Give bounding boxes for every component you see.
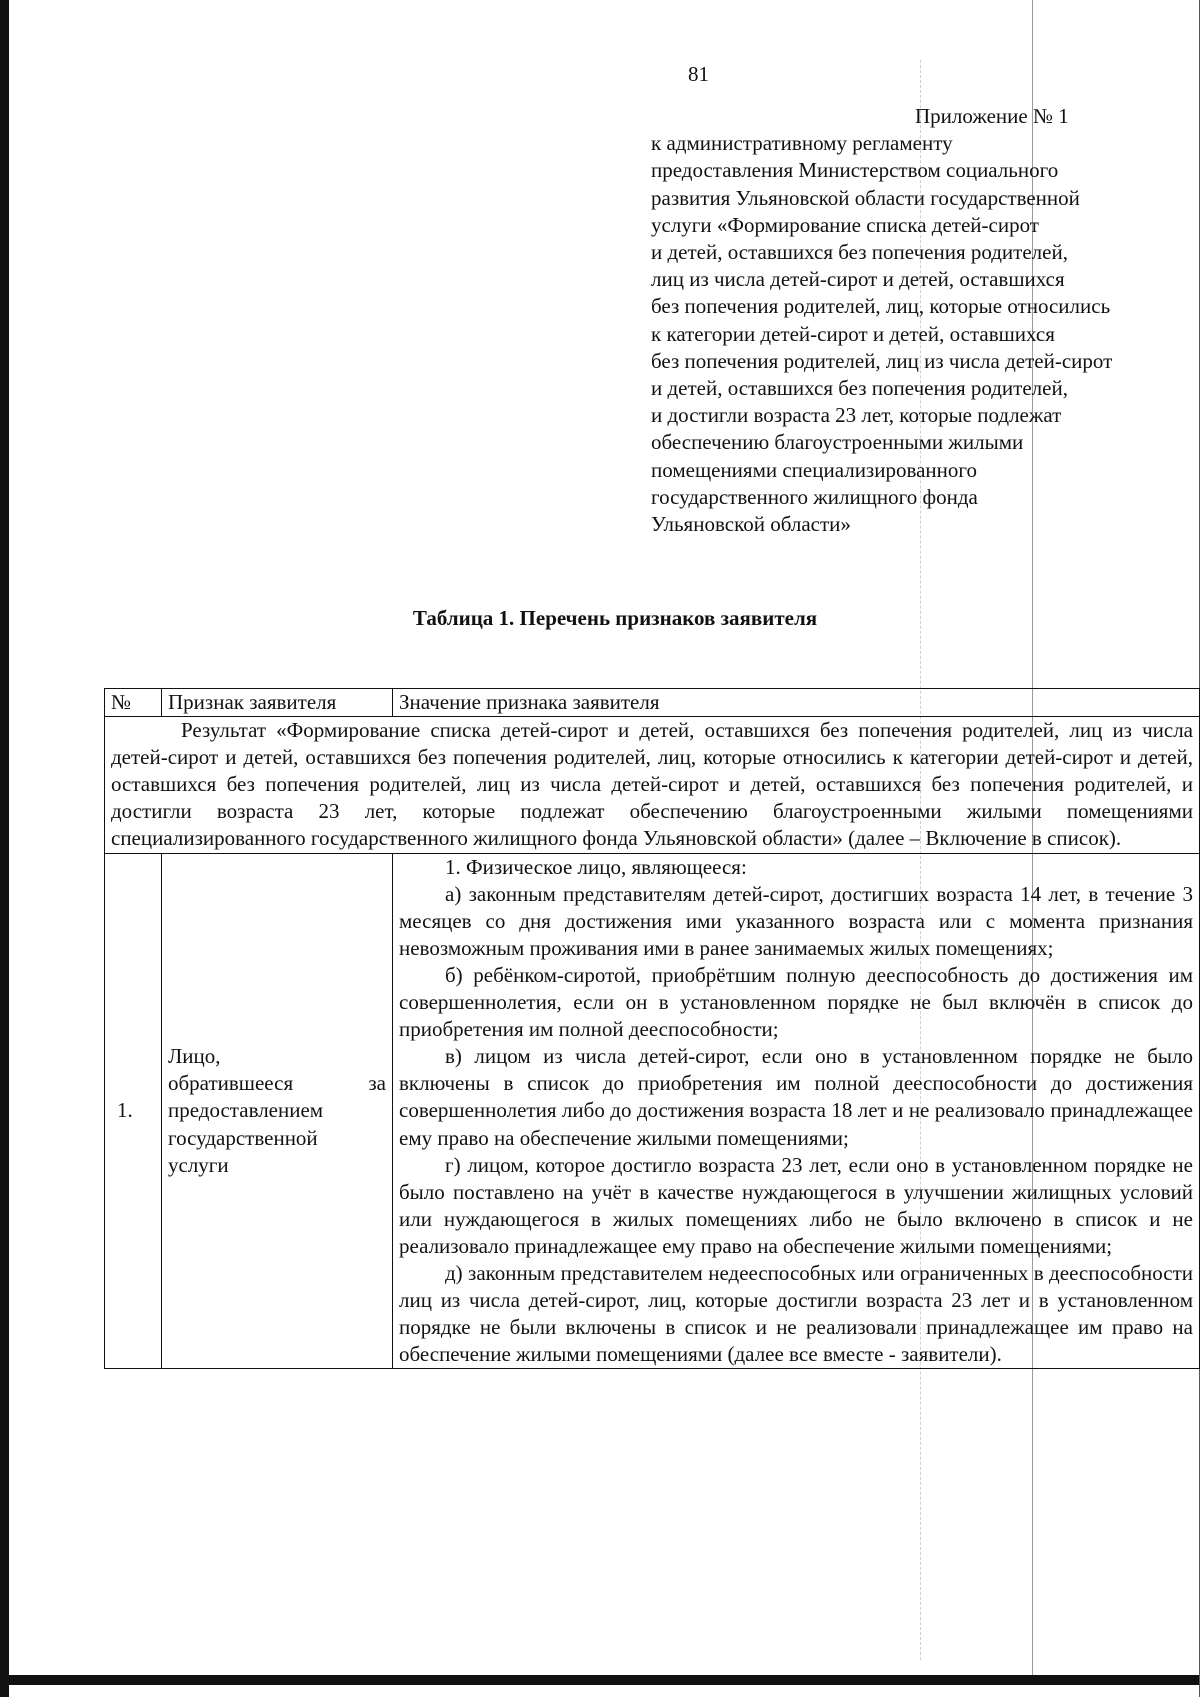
value-paragraph: в) лицом из числа детей-сирот, если оно в установленном порядке не было включены в список до приобретения им полной дееспособности до достижения совершеннолетия либо до достижения возраста 18 лет и не реализовало принадлежащее ему право на обеспечение жилыми помещениями;: [399, 1044, 1193, 1150]
appendix-title: Приложение № 1: [915, 104, 1069, 128]
value-paragraph: б) ребёнком-сиротой, приобрётшим полную дееспособность до достижения им совершеннолетия, если он в установленном порядке не был включён в список до приобретения им полной дееспособности;: [399, 962, 1193, 1042]
header-no: №: [105, 689, 162, 717]
feature-line-split: [168, 1070, 386, 1097]
applicant-features-table: [104, 688, 1200, 1369]
feature-word: обратившееся: [168, 1071, 294, 1096]
appendix-line: и детей, оставшихся без попечения родителей,: [651, 240, 1068, 265]
feature-line: услуги: [168, 1152, 229, 1177]
value-paragraph: а) законным представителям детей-сирот, достигших возраста 14 лет, в течение 3 месяцев со дня достижения ими указанного возраста или с момента признания невозможным проживания ими в ранее занимаемых жилых помещениях;: [399, 881, 1193, 960]
page-number: 81: [688, 62, 709, 86]
row-value: [393, 853, 1200, 1369]
value-paragraph: 1. Физическое лицо, являющееся:: [445, 854, 747, 879]
appendix-line: к категории детей-сирот и детей, оставшихся: [651, 321, 1055, 346]
appendix-line: услуги «Формирование списка детей-сирот: [651, 212, 1039, 237]
appendix-line: без попечения родителей, лиц из числа детей-сирот: [651, 348, 1113, 373]
appendix-line: предоставления Министерством социального: [651, 158, 1059, 183]
header-value: Значение признака заявителя: [393, 689, 1200, 717]
result-row: [105, 717, 1200, 853]
table-row: [105, 853, 1200, 1369]
appendix-block: [651, 103, 1196, 538]
appendix-line: лиц из числа детей-сирот и детей, оставшихся: [651, 267, 1065, 292]
row-feature: [162, 853, 393, 1369]
appendix-line: государственного жилищного фонда: [651, 484, 978, 509]
row-number: 1.: [105, 853, 162, 1369]
result-text: Результат «Формирование списка детей-сирот и детей, оставшихся без попечения родителей, лиц из числа детей-сирот и детей, оставшихся без попечения родителей, лиц, которые относились к категории детей-сирот и детей, оставшихся без попечения родителей, лиц из числа детей-сирот и детей, оставшихся без попечения родителей, и достигли возраста 23 лет, которые подлежат обеспечению благоустроенными жилыми помещениями специализированного государственного жилищного фонда Ульяновской области» (далее – Включение в список).: [111, 718, 1193, 851]
scan-left-border: [0, 0, 9, 1697]
value-paragraph: г) лицом, которое достигло возраста 23 лет, если оно в установленном порядке не было поставлено на учёт в качестве нуждающегося в улучшении жилищных условий или нуждающегося в жилых помещениях либо не было включено в список и не реализовало принадлежащее ему право на обеспечение жилыми помещениями;: [399, 1152, 1193, 1258]
value-paragraph: д) законным представителем недееспособных или ограниченных в дееспособности лиц из числа детей-сирот, лиц, которые достигли возраста 23 лет и в установленном порядке не были включены в список и не реализовали принадлежащее им право на обеспечение жилыми помещениями (далее все вместе - заявители).: [399, 1260, 1193, 1367]
appendix-line: без попечения родителей, лиц, которые относились: [651, 294, 1111, 319]
table-header-row: [105, 689, 1200, 717]
feature-line: Лицо,: [168, 1044, 221, 1069]
appendix-line: и достигли возраста 23 лет, которые подлежат: [651, 403, 1062, 428]
appendix-line: помещениями специализированного: [651, 457, 977, 482]
appendix-line: к административному регламенту: [651, 131, 953, 156]
table-title: Таблица 1. Перечень признаков заявителя: [412, 606, 818, 630]
header-feature: Признак заявителя: [162, 689, 393, 717]
scan-bottom-border: [0, 1675, 1200, 1685]
appendix-line: развития Ульяновской области государственной: [651, 185, 1080, 210]
result-cell: [105, 717, 1200, 853]
feature-line: государственной: [168, 1125, 318, 1150]
feature-word: за: [368, 1071, 386, 1096]
feature-line: предоставлением: [168, 1098, 324, 1123]
appendix-line: и детей, оставшихся без попечения родителей,: [651, 376, 1068, 401]
appendix-line: обеспечению благоустроенными жилыми: [651, 430, 1024, 455]
appendix-line: Ульяновской области»: [651, 512, 851, 537]
